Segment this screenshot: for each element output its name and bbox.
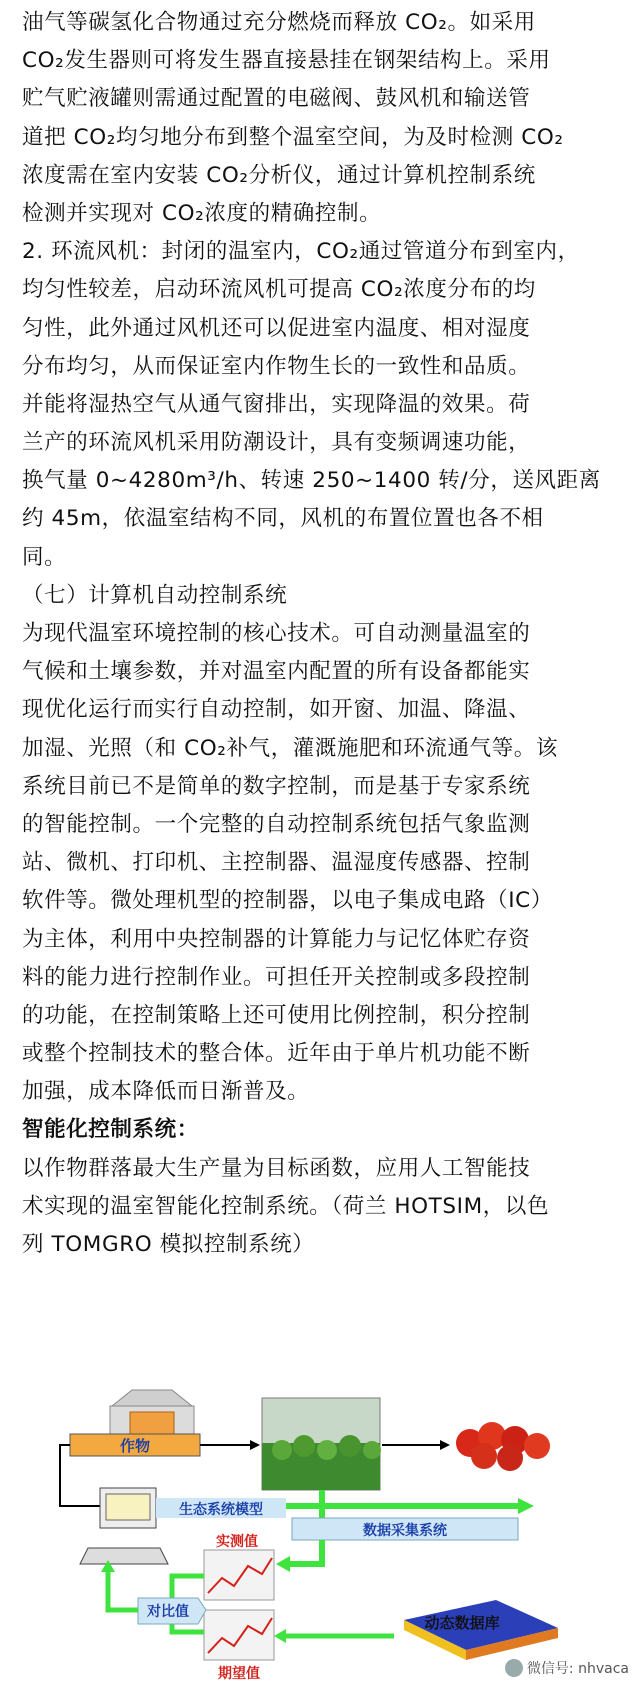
tomatoes-image (456, 1422, 550, 1471)
text-line: 站、微机、打印机、主控制器、温湿度传感器、控制 (22, 850, 531, 876)
text-line: 以作物群落最大生产量为目标函数，应用人工智能技 (22, 1155, 531, 1181)
text-line: 料的能力进行控制作业。可担任开关控制或多段控制 (22, 964, 531, 990)
text-line: 2. 环流风机：封闭的温室内，CO₂通过管道分布到室内， (22, 239, 580, 265)
text-line: （七）计算机自动控制系统 (22, 582, 288, 608)
text-line: 软件等。微处理机型的控制器，以电子集成电路（IC） (22, 888, 553, 914)
text-line: 贮气贮液罐则需通过配置的电磁阀、鼓风机和输送管 (22, 86, 531, 112)
text-line: 列 TOMGRO 模拟控制系统） (22, 1232, 315, 1257)
text-line: 气候和土壤参数，并对温室内配置的所有设备都能实 (22, 659, 531, 685)
wechat-icon (505, 1659, 523, 1677)
text-line: 道把 CO₂均匀地分布到整个温室空间，为及时检测 CO₂ (22, 124, 564, 150)
text-line: 加湿、光照（和 CO₂补气，灌溉施肥和环流通气等。该 (22, 735, 558, 761)
crop-label: 作物 (119, 1437, 151, 1455)
expected-chart (204, 1610, 274, 1660)
text-line: 分布均匀，从而保证室内作物生长的一致性和品质。 (22, 353, 531, 379)
section-heading: 智能化控制系统： (22, 1117, 199, 1143)
greenhouse-icon (110, 1390, 194, 1436)
text-line: CO₂发生器则可将发生器直接悬挂在钢架结构上。采用 (22, 48, 551, 74)
text-line: 油气等碳氢化合物通过充分燃烧而释放 CO₂。如采用 (22, 10, 536, 35)
text-line: 或整个控制技术的整合体。近年由于单片机功能不断 (22, 1041, 531, 1067)
eco-model-label: 生态系统模型 (179, 1502, 263, 1518)
measured-label: 实测值 (216, 1534, 258, 1550)
text-line: 匀性，此外通过风机还可以促进室内温度、相对湿度 (22, 315, 531, 341)
text-line: 的智能控制。一个完整的自动控制系统包括气象监测 (22, 811, 531, 837)
text-line: 术实现的温室智能化控制系统。（荷兰 HOTSIM，以色 (22, 1193, 550, 1219)
greenhouse-plants-image (262, 1398, 381, 1490)
database-label: 动态数据库 (424, 1614, 500, 1632)
watermark (505, 1658, 629, 1678)
text-line: 检测并实现对 CO₂浓度的精确控制。 (22, 200, 382, 226)
expected-label: 期望值 (218, 1666, 260, 1682)
text-line: 浓度需在室内安装 CO₂分析仪，通过计算机控制系统 (22, 162, 536, 188)
data-collection-label: 数据采集系统 (363, 1523, 447, 1539)
text-line: 均匀性较差，启动环流风机可提高 CO₂浓度分布的均 (22, 277, 536, 303)
text-line: 约 45m，依温室结构不同，风机的布置位置也各不相 (22, 506, 544, 532)
text-line: 换气量 0~4280m³/h、转速 250~1400 转/分，送风距离 (22, 468, 601, 494)
text-line: 的功能，在控制策略上还可使用比例控制，积分控制 (22, 1002, 531, 1028)
text-line: 为现代温室环境控制的核心技术。可自动测量温室的 (22, 621, 531, 646)
watermark-text: 微信号: nhvaca (526, 1661, 629, 1677)
measured-chart (204, 1550, 274, 1600)
text-line: 并能将湿热空气从通气窗排出，实现降温的效果。荷 (22, 391, 531, 417)
intelligent-control-diagram (22, 1388, 622, 1684)
compare-label: 对比值 (147, 1604, 189, 1620)
text-line: 加强，成本降低而日渐普及。 (22, 1079, 310, 1105)
text-line: 系统目前已不是简单的数字控制，而是基于专家系统 (22, 773, 531, 799)
text-line: 为主体，利用中央控制器的计算能力与记忆体贮存资 (22, 926, 531, 952)
text-line: 同。 (22, 544, 67, 570)
computer-icon (80, 1488, 168, 1564)
document-body (22, 4, 622, 1264)
text-line: 兰产的环流风机采用防潮设计，具有变频调速功能， (22, 430, 531, 456)
text-line: 现优化运行而实行自动控制，如开窗、加温、降温、 (22, 697, 531, 723)
